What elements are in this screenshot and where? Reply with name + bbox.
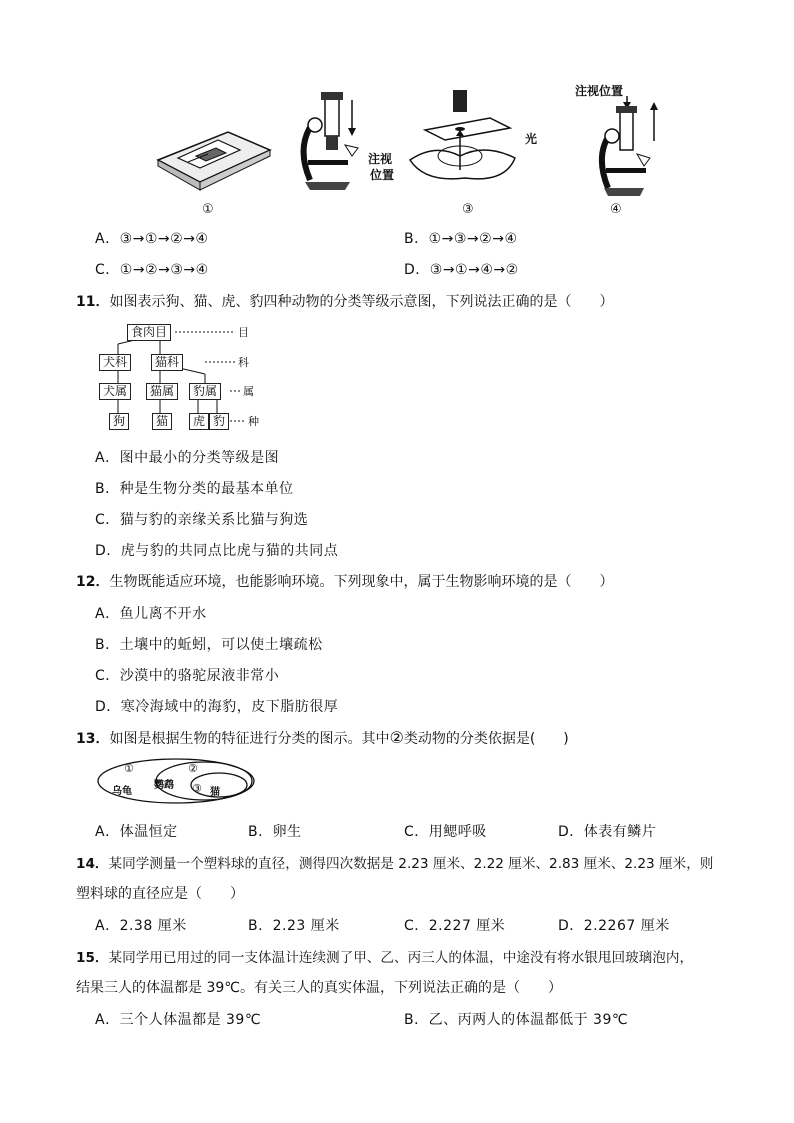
q10-option-d: D．③→①→④→② (404, 262, 519, 278)
q15-option-b: B．乙、丙两人的体温都低于 39℃ (404, 1012, 629, 1028)
q13-number: 13． (76, 731, 110, 747)
q12-text: 生物既能适应环境，也能影响环境。下列现象中，属于生物影响环境的是（ ） (109, 574, 614, 590)
figure-label-zhushi-top: 注视位置 (575, 84, 624, 98)
q13-option-c: C．用鳃呼吸 (404, 824, 487, 840)
q14-stem-line2: 塑料球的直径应是（ ） (76, 886, 244, 902)
tree-family-dog: 犬科 (99, 354, 131, 371)
figure-label-zhushi: 注视 (368, 152, 393, 166)
q13-circled-2: ② (389, 728, 404, 747)
q13-option-a: A．体温恒定 (95, 824, 178, 840)
figure-slide-preparation (148, 120, 273, 195)
tree-level-genus: 属 (243, 385, 254, 398)
q13-option-d: D．体表有鳞片 (558, 824, 657, 840)
q10-option-c: C．①→②→③→④ (95, 262, 209, 278)
q14-stem-line1 (76, 852, 713, 872)
q12-number: 12． (76, 574, 110, 590)
tree-level-family: 科 (238, 356, 249, 369)
q11-stem (76, 291, 613, 311)
q12-option-b: B．土壤中的蚯蚓，可以使土壤疏松 (95, 637, 323, 653)
venn-text-turtle: 乌龟 (112, 786, 132, 797)
venn-label-3: ③ (192, 782, 202, 795)
q14-option-a: A．2.38 厘米 (95, 918, 187, 934)
q13-stem (76, 728, 569, 748)
figure-microscope-up (592, 96, 672, 196)
q13-option-b: B．卵生 (248, 824, 302, 840)
tree-level-order: 目 (238, 326, 249, 339)
q15-text-1: 某同学用已用过的同一支体温计连续测了甲、乙、丙三人的体温，中途没有将水银甩回玻璃泡内， (108, 950, 694, 966)
tree-genus-panther: 豹属 (189, 383, 221, 400)
q13-text-a: 如图是根据生物的特征进行分类的图示。其中 (109, 731, 390, 747)
q15-stem-line2: 结果三人的体温都是 39℃。有关三人的真实体温，下列说法正确的是（ ） (76, 980, 562, 996)
tree-order: 食肉目 (127, 324, 171, 341)
tree-species-dog: 狗 (109, 413, 129, 430)
figure-label-4: ④ (610, 202, 622, 217)
tree-species-leopard: 豹 (209, 413, 229, 430)
q12-option-c: C．沙漠中的骆驼尿液非常小 (95, 668, 280, 684)
q15-number: 15． (76, 950, 109, 966)
q15-stem-line1 (76, 946, 693, 966)
q11-option-b: B．种是生物分类的最基本单位 (95, 481, 294, 497)
q12-stem (76, 571, 613, 591)
tree-genus-cat: 猫属 (146, 383, 178, 400)
q10-option-b: B．①→③→②→④ (404, 231, 518, 247)
figure-label-guang: 光 (525, 132, 538, 146)
q14-number: 14． (76, 856, 109, 872)
q13-text-b: 类动物的分类依据是( ) (403, 731, 569, 747)
tree-species-tiger: 虎 (189, 413, 209, 430)
tree-genus-dog: 犬属 (99, 383, 131, 400)
venn-text-parrot: 鹦鹉 (154, 780, 174, 791)
q15-option-a: A．三个人体温都是 39℃ (95, 1012, 262, 1028)
tree-family-cat: 猫科 (151, 354, 183, 371)
q14-option-b: B．2.23 厘米 (248, 918, 340, 934)
q12-option-d: D．寒冷海域中的海豹，皮下脂肪很厚 (95, 699, 339, 715)
q14-option-d: D．2.2267 厘米 (558, 918, 670, 934)
figure-label-1: ① (202, 202, 214, 217)
q10-option-a: A．③→①→②→④ (95, 231, 209, 247)
venn-label-1: ① (124, 762, 134, 775)
taxonomy-tree (95, 322, 295, 432)
figure-label-weizhi: 位置 (370, 168, 395, 182)
venn-diagram (96, 756, 256, 806)
tree-level-species: 种 (248, 415, 259, 428)
q11-text: 如图表示狗、猫、虎、豹四种动物的分类等级示意图，下列说法正确的是（ ） (109, 294, 614, 310)
q11-option-d: D．虎与豹的共同点比虎与猫的共同点 (95, 543, 339, 559)
figure-slide-light (405, 88, 530, 188)
tree-species-cat: 猫 (152, 413, 172, 430)
venn-text-cat: 猫 (210, 787, 220, 798)
q11-number: 11． (76, 294, 110, 310)
q14-option-c: C．2.227 厘米 (404, 918, 506, 934)
q12-option-a: A．鱼儿离不开水 (95, 606, 207, 622)
venn-label-2: ② (188, 762, 198, 775)
q14-text-1: 某同学测量一个塑料球的直径，测得四次数据是 2.23 厘米、2.22 厘米、2.83 厘米、2.23 厘米，则 (108, 856, 714, 872)
figure-label-3: ③ (462, 202, 474, 217)
q11-option-c: C．猫与豹的亲缘关系比猫与狗选 (95, 512, 309, 528)
q11-option-a: A．图中最小的分类等级是图 (95, 450, 280, 466)
